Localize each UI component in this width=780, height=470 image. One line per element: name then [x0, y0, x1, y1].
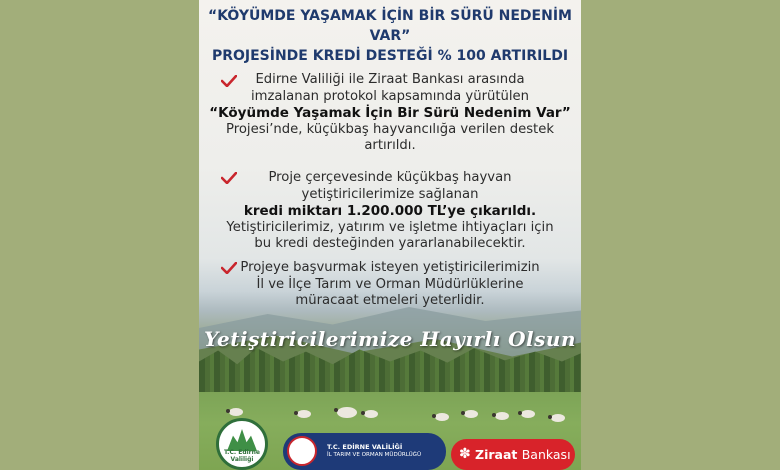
bullet-1-line: Projesi’nde, küçükbaş hayvancılığa verilen destek — [226, 121, 554, 137]
bullet-3 — [199, 260, 581, 310]
sheep — [464, 410, 478, 418]
wheat-icon: ✽ — [459, 446, 471, 462]
mudurluk-line-1: T.C. EDİRNE VALİLİĞİ — [327, 443, 403, 451]
sheep — [337, 407, 357, 418]
sheep — [229, 408, 243, 416]
edirne-valiligi-logo — [216, 418, 268, 470]
sheep — [435, 413, 449, 421]
bullet-2-line: Proje çerçevesinde küçükbaş hayvan — [268, 170, 512, 185]
sheep — [551, 414, 565, 422]
title-line-2: PROJESİNDE KREDİ DESTEĞİ % 100 ARTIRILDI — [211, 48, 569, 64]
bullet-3-line: Projeye başvurmak isteyen yetiştiricilerimizin — [240, 260, 540, 275]
bullet-3-line: İl ve İlçe Tarım ve Orman Müdürlüklerine — [256, 276, 524, 292]
valilik-logo-text: T.C. Edirne Valiliği — [224, 449, 260, 463]
sheep — [495, 412, 509, 420]
bullet-2 — [199, 170, 581, 253]
ziraat-bankasi-logo — [451, 439, 575, 470]
bank-name — [475, 447, 571, 462]
bank-name-regular: Bankası — [521, 447, 571, 462]
sheep — [297, 410, 311, 418]
ministry-emblem-icon — [287, 436, 317, 466]
tarim-mudurlugu-logo — [283, 433, 446, 470]
bullet-1-line: artırıldı. — [364, 138, 416, 153]
bullet-3-line: müracaat etmeleri yeterlidir. — [295, 293, 485, 308]
slogan: Yetiştiricilerimize Hayırlı Olsun — [204, 327, 576, 351]
mudurluk-line-2: İL TARIM VE ORMAN MÜDÜRLÜĞÜ — [327, 452, 422, 458]
page-title — [199, 6, 581, 66]
bullet-2-line: kredi miktarı 1.200.000 TL’ye çıkarıldı. — [243, 203, 537, 219]
bullet-1-line: Edirne Valiliği ile Ziraat Bankası arasında — [255, 72, 525, 87]
mosque-icon — [227, 429, 257, 451]
bullet-1-line: “Köyümde Yaşamak İçin Bir Sürü Nedenim Var” — [209, 105, 571, 121]
poster — [199, 0, 581, 470]
bank-name-bold: Ziraat — [475, 447, 518, 462]
sheep — [521, 410, 535, 418]
bullet-2-line: bu kredi desteğinden yararlanabilecektir. — [254, 236, 526, 251]
sheep — [364, 410, 378, 418]
bullet-2-line: yetiştiricilerimize sağlanan — [301, 186, 479, 202]
title-line-1: “KÖYÜMDE YAŞAMAK İÇİN BİR SÜRÜ NEDENİM VAR” — [208, 8, 572, 44]
bullet-1-line: imzalanan protokol kapsamında yürütülen — [250, 88, 530, 104]
bullet-1 — [199, 72, 581, 155]
bullet-2-line: Yetiştiricilerimiz, yatırım ve işletme ihtiyaçları için — [226, 219, 554, 235]
